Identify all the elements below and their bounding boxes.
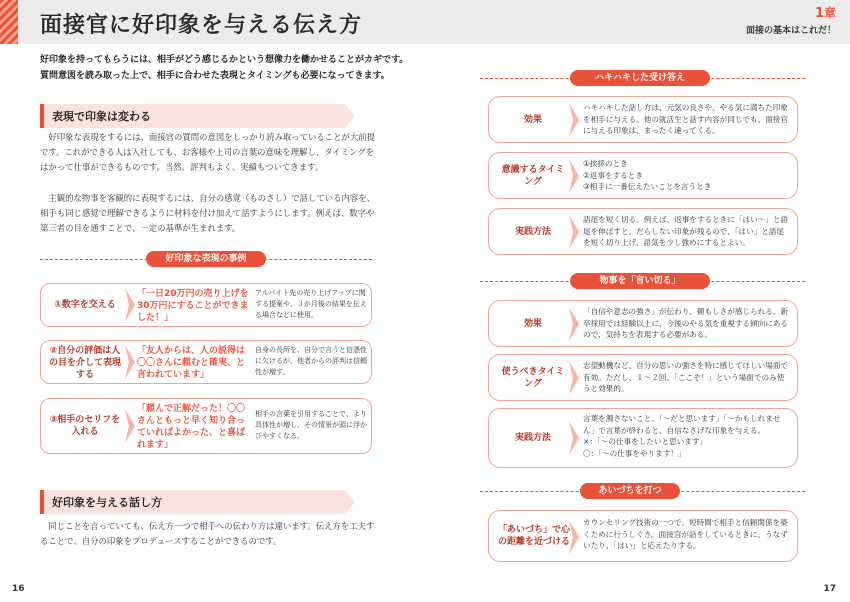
group-title: ハキハキした受け答え	[570, 70, 710, 86]
chevron-right-icon	[125, 409, 135, 443]
example-description: 相手の言葉を引用することで、より具体性が増し、その情景が頭に浮かびやすくなる。	[255, 410, 367, 440]
row-description: 「自信や意志の強さ」が伝わり、頼もしさが感じられる。新卒採用では経験以上に、今後のやる気を重視する傾向にあるので、気持ちを表現する必要がある。	[583, 307, 789, 339]
row-card	[488, 510, 798, 562]
row-description: 語尾を短く切る。例えば、返事をするときに「はい～」と語尾を伸ばすと、だらしない印象が残るので、「はい」と語尾を短く切り上げ、語気を少し強めにするとよい。	[583, 215, 789, 247]
heading-arrow-tip	[345, 104, 355, 128]
row-card	[488, 152, 798, 199]
example-quote: 「一日20万円の売り上げを30万円にすることができました！」	[137, 289, 249, 323]
row-card	[488, 300, 798, 347]
intro-text	[40, 52, 420, 84]
chevron-right-icon	[569, 421, 579, 455]
row-description: ①挨拶のとき ②返事をするとき ③相手に一番伝えたいことを言うとき	[583, 159, 712, 191]
row-card	[488, 96, 798, 143]
section1-paragraph: 好印象な表現をするには、面接官の質問の意図をしっかり読み取っていることが大前提です。これができる人は入社しても、お客様や上司の言葉の意味を理解し、タイミングをはかって仕事ができるものです。当然、評判もよく、実績もついてきます。	[40, 132, 376, 172]
group-title: あいづちを打つ	[580, 483, 680, 499]
row-description: カウンセリング技術の一つで、短時間で相手と信頼関係を築くために行うしぐさ。面接官が話をしているときに、うなずいたり、「はい」と応えたりする。	[583, 518, 788, 550]
intro-line: 質問意図を読み取った上で、相手に合わせた表現とタイミングも必要になってきます。	[40, 71, 390, 81]
row-label: 実践方法	[514, 433, 551, 443]
section-heading-expression	[40, 104, 345, 128]
example-card	[40, 398, 372, 454]
page-number-right: 17	[823, 584, 836, 594]
row-label: 効果	[523, 115, 542, 125]
row-label: 「あいづち」で心の距離を近づける	[497, 525, 570, 547]
chevron-right-icon	[569, 307, 579, 341]
row-label: 効果	[523, 319, 542, 329]
page-number-left: 16	[12, 584, 25, 594]
chevron-right-icon	[569, 520, 579, 554]
row-card	[488, 354, 798, 401]
section-heading-label: 表現で印象は変わる	[52, 110, 151, 123]
example-label: ②自分の評価は人の目を介して表現する	[49, 346, 122, 380]
chapter-unit: 章	[823, 6, 836, 20]
chevron-right-icon	[569, 215, 579, 249]
example-label: ①数字を交える	[54, 300, 116, 310]
page-title: 面接官に好印象を与える伝え方	[40, 13, 363, 38]
row-card	[488, 408, 798, 468]
row-label: 使うべきタイミング	[501, 367, 565, 389]
chevron-right-icon	[569, 159, 579, 193]
section-heading-speaking	[40, 490, 345, 514]
row-card	[488, 208, 798, 255]
section2-paragraph: 同じことを言っていても、伝え方一つで相手への伝わり方は違います。伝え方を工夫することで、自分の印象をプロデュースすることができるのです。	[40, 521, 375, 546]
examples-title: 好印象な表現の事例	[146, 251, 266, 267]
chapter-subtitle: 面接の基本はこれだ！	[745, 26, 836, 36]
row-label: 意識するタイミング	[501, 165, 565, 187]
example-card	[40, 283, 372, 327]
chevron-right-icon	[569, 361, 579, 395]
row-label: 実践方法	[514, 227, 551, 237]
row-description: ハキハキした話し方は、元気の良さや、やる気に満ちた印象を相手に与える。他の就活生と話す内容が同じでも、面接官に与える印象は、まったく違ってくる。	[583, 103, 789, 135]
example-label: ③相手のセリフを入れる	[49, 415, 121, 437]
example-description: 自身の長所を、自分で言うと信憑性に欠けるが、他者からの評判は信頼性が増す。	[255, 346, 367, 376]
group-title: 物事を「言い切る」	[570, 273, 710, 289]
chapter-number: 1	[814, 6, 824, 21]
intro-line: 好印象を持ってもらうには、相手がどう感じるかという想像力を働かせることがカギです。	[40, 55, 409, 65]
title-stripe-decoration	[0, 0, 18, 44]
chapter-indicator	[746, 4, 836, 36]
chevron-right-icon	[125, 288, 135, 322]
heading-arrow-tip	[345, 490, 355, 514]
example-quote: 「頼んで正解だった！〇〇さんともっと早く知り合っていればよかった、と喜ばれます」	[137, 404, 246, 450]
row-description: 言葉を濁さないこと。「～だと思います」「～かもしれません」で言葉が終わると、自信なさげな印象を与える。 ×：「～の仕事をしたいと思います」 〇：「～の仕事をやります！」	[583, 414, 781, 458]
chevron-right-icon	[125, 345, 135, 379]
section1-paragraph: 主観的な物事を客観的に表現するには、自分の感覚（ものさし）で話している内容を、相手も同じ感覚で理解できるように材料を付け加えて話すようにします。例えば、数字や第三者の目を通すことで、一定の基準が生まれます。	[40, 193, 376, 233]
section-heading-label: 好印象を与える話し方	[52, 496, 162, 509]
example-description: アルバイト先の売り上げアップに関する提案や、３か月後の結果を伝える場合などに使用。	[255, 289, 367, 319]
example-card	[40, 340, 372, 384]
chevron-right-icon	[569, 103, 579, 137]
row-description: 志望動機など、自分の思いの強さを特に感じてほしい場面で有効。ただし、１～２回、「ここぞ！」という場面でのみ使うと効果的。	[583, 361, 789, 393]
example-quote: 「友人からは、人の説得は〇〇さんに頼むと確実、と言われています」	[137, 346, 246, 380]
